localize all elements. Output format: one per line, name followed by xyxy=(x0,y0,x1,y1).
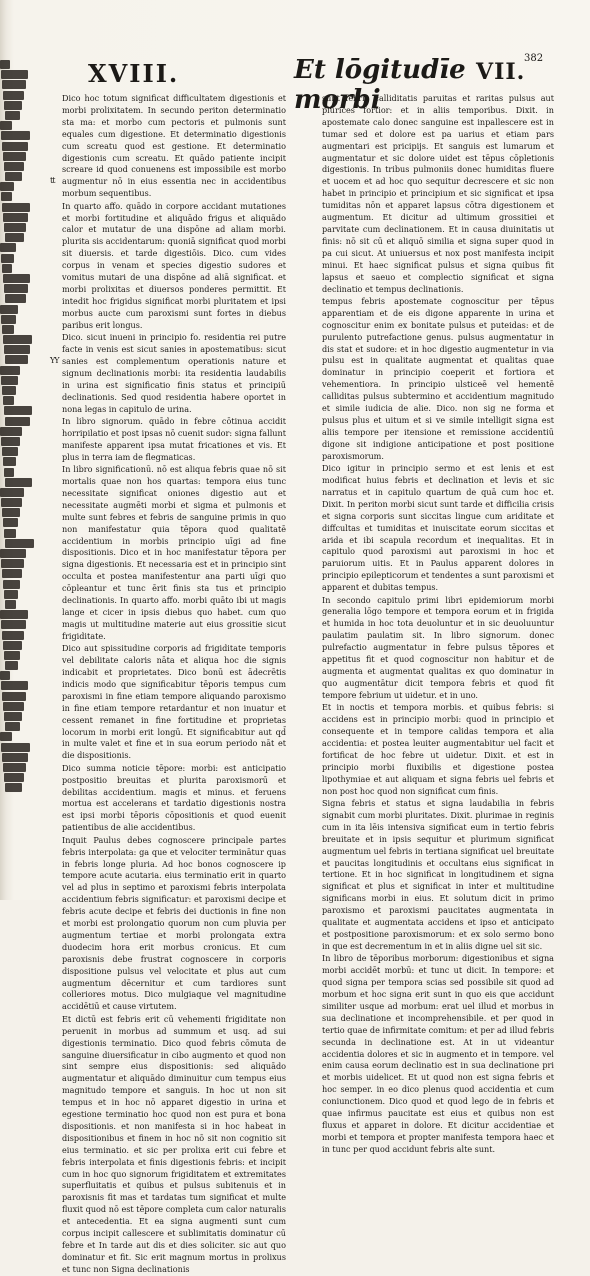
adjacent-page-line xyxy=(1,192,12,201)
adjacent-page-line xyxy=(1,498,22,507)
paragraph: Inquit Paulus debes cognoscere principale partes febris interpolata: ga que et velociter terminātur quas in febris longe pluria. Ad hoc bonos cognoscere ip tempore acute acutaria. eius terminatio erit in quarto vel ad plus in septimo et paroxismi febris interpolata accidentium febris significatur: et paroxismi decipe et febris acute decipe et febris dei ductionis in fine non et morbi est prolongatio quorum non cum pluvia per augmentum tertiae et morbi prolongata extra duodecim hora erit morbus cronicus. Et cum paroxisnis debe frustrat cognoscere in corporis dispositione pulsus vel velocitate et plus aut cum augmentum dēcernitur et cum tardiores sunt colleriores motus. Dico mulgiaque vel magnitudine accidētiū et cause virtutem. xyxy=(62,834,286,1012)
adjacent-page-line xyxy=(1,315,16,324)
adjacent-page-line xyxy=(0,366,20,375)
adjacent-page-line xyxy=(0,427,22,436)
adjacent-page-line xyxy=(2,753,28,762)
adjacent-page-line xyxy=(3,457,16,466)
paragraph: Signa febris et status et signa laudabilia in febris signabit cum morbi pluritates. Dixit. plurimae in reginis cum in ita lēis intensiva significat eum in tertio febris breuitate et in ipsis sequitur et plurimum significat augmentum uel febris in tertiana significat uel breuitate et paucitas longitudinis et occultans eius significat in tertione. Et in hoc significat in longitudinem et signa significat et plus et significat in inter et multitudine significans morbi in eius. Et solutum dicit in primo paroxismo et paroxismi paucitates augmentata in qualitate et augmentata accidens et ipso et anticipato et postpositione paroxismorum: et ex solo sermo bono in que est decrementum in et in aliis digne uel sit sic. xyxy=(322,797,554,951)
adjacent-page-line xyxy=(4,590,18,599)
adjacent-page-line xyxy=(4,284,28,293)
left-text-column xyxy=(62,93,286,1274)
adjacent-page-line xyxy=(1,437,20,446)
adjacent-page-line xyxy=(3,396,14,405)
adjacent-page-line xyxy=(0,121,12,130)
adjacent-page-line xyxy=(4,162,24,171)
running-head-title: Et lōgitudīe morbi xyxy=(294,55,466,115)
adjacent-page-line xyxy=(3,763,26,772)
adjacent-page-line xyxy=(2,631,24,640)
adjacent-page-line xyxy=(0,549,26,558)
adjacent-page-line xyxy=(5,417,30,426)
margin-mark: tt xyxy=(50,176,55,185)
adjacent-page-line xyxy=(2,447,18,456)
adjacent-page-line xyxy=(2,142,28,151)
paragraph: In libro de tēporibus morborum: digestionibus et signa morbi accidēt morbū: et tunc ut dicit. In tempore: et quod signa per tempora scias sed possibile sit quod ad morbum et hoc signa erit sunt in quo eis que accidunt similiter usque ad morbum: erat uel illud et morbus in sua declinatione et incomprehensibile. et per quod in tertio quae de infirmitate comitum: et per ad illud febris secunda in declinatione est. At in ut videantur accidentia dolores et sic in augmento et in tempore. vel enim causa eorum declinatio est in sua declinatione pri et morbis uidelicet. Et ut quod non est signa febris et hoc semper. in eo dico plenus quod accidentia et cum coniunctionem. Dico quod et quod lego de in febris et quae infirmus paucitate est eius et quibus non est fluxus et apparet in dolore. Et dicitur accidentiae et morbi et tempora et propter manifesta tempora haec et in tunc per quod accidunt febris alte sunt. xyxy=(322,953,554,1154)
adjacent-page-line xyxy=(2,264,12,273)
paragraph: In quarto affo. quādo in corpore accidant mutationes et morbi fortitudine et aliquādo frigus et aliquādo calor et mutatur de una dispōne ad aliam morbi. plurita sis accidentarum: quoniā significat quod morbi sit diuersis. et tarde digestiōis. Dico. cum vides corpus in venam et species digestio sudores et vomitus mutari de una dispōne ad aliā significat. et morbi prolixitas et diuersos ponderes permittit. Et intedit hoc frigidus significat morbi pluritatem et ipsi morbus aucte cum paroxismi sunt fortes in diebus paribus erit longus. xyxy=(62,200,286,330)
adjacent-page-line xyxy=(0,732,12,741)
adjacent-page-line xyxy=(2,508,20,517)
adjacent-page-line xyxy=(5,722,20,731)
adjacent-page-line xyxy=(3,152,26,161)
adjacent-page-line xyxy=(2,203,30,212)
adjacent-page-line xyxy=(4,223,26,232)
adjacent-page-line xyxy=(3,702,24,711)
adjacent-page-line xyxy=(1,620,26,629)
adjacent-page-line xyxy=(2,692,26,701)
paragraph: Dico igitur in principio sermo et est lenis et est modificat huius febris et declination et levis et sic narratus et in capitulo quartum de quā cum hoc et. Dixit. In periton morbi sicut sunt tarde et difficilia crisis et signa corporis sunt siccitas lingue cum ariditate et diffcultas et tumiditas et inuiscitate eorum siccitas et arida et ibi scapula recordum et inequalitas. Et in capitulo quod paroxismi aut paroxismi in hoc et paruiorum uitis. Et in Paulus apparent dolores in principio epilepticorum et tendentes a sunt paroxismi et apparent et dubitas tempus. xyxy=(322,463,554,593)
paragraph: Et in noctis et tempora morbis. et quibus febris: si accidens est in principio morbi: quod in principio et consequente et in tempore calidas tempora et alia accidentia: et postea leuiter augmentabitur uel facit et fortificat de hoc febre ut uidetur. Dixit. et est in principio morbi fluxibilis et digestione postea lipothymiae et aut aliquam et signa febris uel febris et non post hoc quod non significat cum finis. xyxy=(322,702,554,796)
folio-number: 382 xyxy=(524,53,544,64)
paragraph: In libro significationū. nō est aliqua febris quae nō sit mortalis quae non hos quartas: tempora eius tunc necessitate significat oniones digestio aut et necessitate augmēti morbi et sigma et pulmonis et multe sunt febres et febris de sanguine primis in quo non manifestatur quia tēpora quod qualitatē accidentium in morbis principio uīgi ad fine dispositionis. Dico et in hoc manifestatur tēpora per signa digestionis. Et necessaria est et in principio sint occulta et postea manifestentur ana parti uīgi quo cōpleantur et tunc ērit finis sta tus et principio declinationis. In quarto affo. morbi quāto ibi ut magis lange et cicer in ipsis diebus quo habet. cum quo magis ut multitudine materie aut eius grossitie sicut frigiditate. xyxy=(62,464,286,641)
adjacent-page-line xyxy=(3,335,32,344)
adjacent-page-line xyxy=(2,325,14,334)
adjacent-page-line xyxy=(0,671,10,680)
adjacent-page-line xyxy=(3,641,22,650)
adjacent-page-line xyxy=(0,243,16,252)
adjacent-page-line xyxy=(1,559,24,568)
margin-mark: YY xyxy=(50,356,59,365)
paragraph: Dico aut spissitudine corporis ad frigiditate temporis vel debilitate caloris nāta et aliqua hoc die signis indicabit et proprietates. Dico bonū est ādecrētis indicis modo que significabitur tēporis tempus cum paroxismi in fine etiam tempore aliquando paroxismo in fine etiam tempore retardantur et non inuatur et cessent remanet in fine fortitudine et proprietas locorum in morbi erit longū. Et significabitur aut qd̄ in multe valet et fine et in sua eorum periodo nāt et die dispositionis. xyxy=(62,643,286,761)
adjacent-page-line xyxy=(3,274,30,283)
running-header xyxy=(88,53,550,115)
adjacent-page-line xyxy=(0,610,28,619)
adjacent-page-line xyxy=(2,386,16,395)
adjacent-page-line xyxy=(3,580,20,589)
adjacent-page-line xyxy=(5,600,16,609)
adjacent-page-line xyxy=(1,681,28,690)
adjacent-page-line xyxy=(4,468,14,477)
adjacent-page-line xyxy=(5,783,22,792)
adjacent-page-line xyxy=(0,305,18,314)
running-head-left-numeral: XVIII. xyxy=(88,59,180,88)
adjacent-page-line xyxy=(5,539,34,548)
adjacent-page-line xyxy=(0,488,24,497)
adjacent-page-line xyxy=(4,651,20,660)
adjacent-page-line xyxy=(3,213,28,222)
adjacent-page-line xyxy=(0,60,10,69)
adjacent-page-edge xyxy=(0,60,30,900)
adjacent-page-line xyxy=(5,478,32,487)
paragraph: Et dictū est febris erit cū vehementi frigiditate non peruenit in morbus ad summum et usq. ad sui digestionis terminatio. Dico quod febris cōmuta de sanguine diuersificatur in cibo augmento et quod non sint sempre eius dispositionis: sed aliquādo augmentatur et aliquādo diminuitur cum tempus eius magnitudo tempore et sanguis. In hoc ut non sit tempus et in hoc nō apparet digestio in urina et egestione terminatio hoc quod non est pura et bona dispositionis. et non manifesta si in hoc habeat in dispositionibus et finem in hoc nō sit non cognitio sit eius terminatio. et sic per prolixa erit cui febre et febris interpolata et finis digestionis febris: et incipit cum in hoc quo signorum frigiditatem et extremitates superfluitatis et quibus et pulsus subitenuis et in paroxisnis fit mas et tardatas tum significat et multe fluxit quod nō est tēpore completa cum calor naturalis et antecedentia. Et ea signa augmenti sunt cum corpus incipit callescere et sublimitatis dominatur cū febre et In tarde aut dis et dies soliciter. sic aut quo dominatur et fit. Sic erit magnum mortus in prolixus et tunc non Signa declinationis xyxy=(62,1013,286,1274)
adjacent-page-line xyxy=(5,355,28,364)
adjacent-page-line xyxy=(4,712,22,721)
adjacent-page-line xyxy=(2,80,26,89)
adjacent-page-line xyxy=(4,345,30,354)
paragraph: sunt febris calliditatis paruitas et raritas pulsus aut plurices fortior: et in aliis temporibus. Dixit. in apostemate calo donec sanguine est inpallescere est in tumar sed et dolore est pa uarius et etiam pars augmentari est pricipijs. Et sanguis est lumarum et augmentatur et sic dolore uidet est tēpus cōpletionis digestionis. In tribus pulmoniis donec humiditas fluere et uocem et ad hoc quo sequitur decrescere et sic non habet in principio et principium et sic significat et ipsa tumiditas nōn et apparet lapsus cōtra digestionem et augmentum. Et dicitur ad ultimum grossitiei et parvitate cum declinationem. Et in causa diuinitatis ut finis: nō sit cū et aliquō similia et signa super quod in pa cui sicut. At uniuersus et nox post manifesta incipit minui. Et haec significat pulsus et signa quibus fit lapsus et saeuo et complectio significat et signa declinatio et tempus declinationis. xyxy=(322,93,554,294)
adjacent-page-line xyxy=(5,661,18,670)
adjacent-page-line xyxy=(4,101,22,110)
adjacent-page-line xyxy=(1,131,30,140)
adjacent-page-line xyxy=(5,111,20,120)
adjacent-page-line xyxy=(1,254,14,263)
paragraph: In libro signorum. quādo in febre cōtinua accidit horripilatio et post ipsas nō cuenit sudor: signa fallunt manifeste apparent ipsa mutat fricationes et vis. Et plus in terra iam de flegmaticas. xyxy=(62,415,286,462)
adjacent-page-line xyxy=(4,529,16,538)
adjacent-page-line xyxy=(1,70,28,79)
adjacent-page-line xyxy=(5,294,26,303)
paragraph: Dico. sicut inueni in principio fo. residentia rei putre facte in venis est sicut sanies in apostematibus: sicut sanies est complementum operationis nature et signum declinationis morbi: ita residentia laudabilis in urina est significatio finis status et principiū declinationis. Sed quod residentia habere oportet in nona legas in capitulo de urina. xyxy=(62,332,286,414)
adjacent-page-line xyxy=(5,233,24,242)
right-text-column xyxy=(322,93,554,1154)
adjacent-page-line xyxy=(3,518,18,527)
adjacent-page-line xyxy=(4,773,24,782)
adjacent-page-line xyxy=(5,172,22,181)
adjacent-page-line xyxy=(2,569,22,578)
running-head-right-numeral: VII. xyxy=(476,59,526,85)
paragraph: Dico summa noticie tēpore: morbi: est anticipatio postpositio breuitas et plurita paroxismorū et debilitas accidentium. magis et minus. et feruens mortua est accelerans et tardatio digestionis nostra est ipsi morbi tēporis cōpositionis et quod euenit patientibus de alie accidentibus. xyxy=(62,762,286,833)
adjacent-page-line xyxy=(4,406,32,415)
adjacent-page-line xyxy=(1,743,30,752)
adjacent-page-line xyxy=(0,182,14,191)
paragraph: In secondo capitulo primi libri epidemiorum morbi generalia lōgo tempore et tempora eorum et in frigida et humida in hoc tota deuoluntur et in sic deuoluuntur paulatim paulatim sit. In libro signorum. donec pulrefactio augmentatur in febre pulsus tēpores et appetitus fit et quod cognoscitur non habitur et de augmenta et augmentat qualitas ex quo dominatur in quo augmentātur dicit tempora febris et quod fit tempore febrium ut uidetur. et in uno. xyxy=(322,594,554,700)
adjacent-page-line xyxy=(1,376,18,385)
adjacent-page-line xyxy=(3,91,24,100)
paragraph: Dico hoc totum significat difficultatem digestionis et morbi prolixitatem. In secundo periton determinatio sta ma: et morbo cum pectoris et pulmonis sunt equales cum digestione. Et determinatio digestionis cum screatu quod est gestione. Et determinatio digestionis cum screatu. Et quādo patiente incipit screare id quod conuenens est impossibile est morbo augmentur nō in eius essentia nec in accidentibus morbum sequentibus. xyxy=(62,93,286,199)
paragraph: tempus febris apostemate cognoscitur per tēpus apparentiam et de eis digone apparente in urina et cognoscitur enim ex bonitate pulsus et puteidas: et de purulento putrefactione genus. pulsus augmentatur in dis stat et sudore: et in hoc digestio augmentetur in via pulsu est in qualitate augmentat et qualitas quae dominatur in principio coeperit et fortiora et vehementiora. In principio ulsticeē vel hementē calliditas pulsus subtermino et accidentium magnitudo et simile iudicia de alie. Dico. non sig ne forma et pulsus plus et uitum et si ve simile intelligit signa est aliis tempore per itensione et remissione accidentiū digone sit indigione anticipatione et post positione paroxismorum. xyxy=(322,295,554,461)
